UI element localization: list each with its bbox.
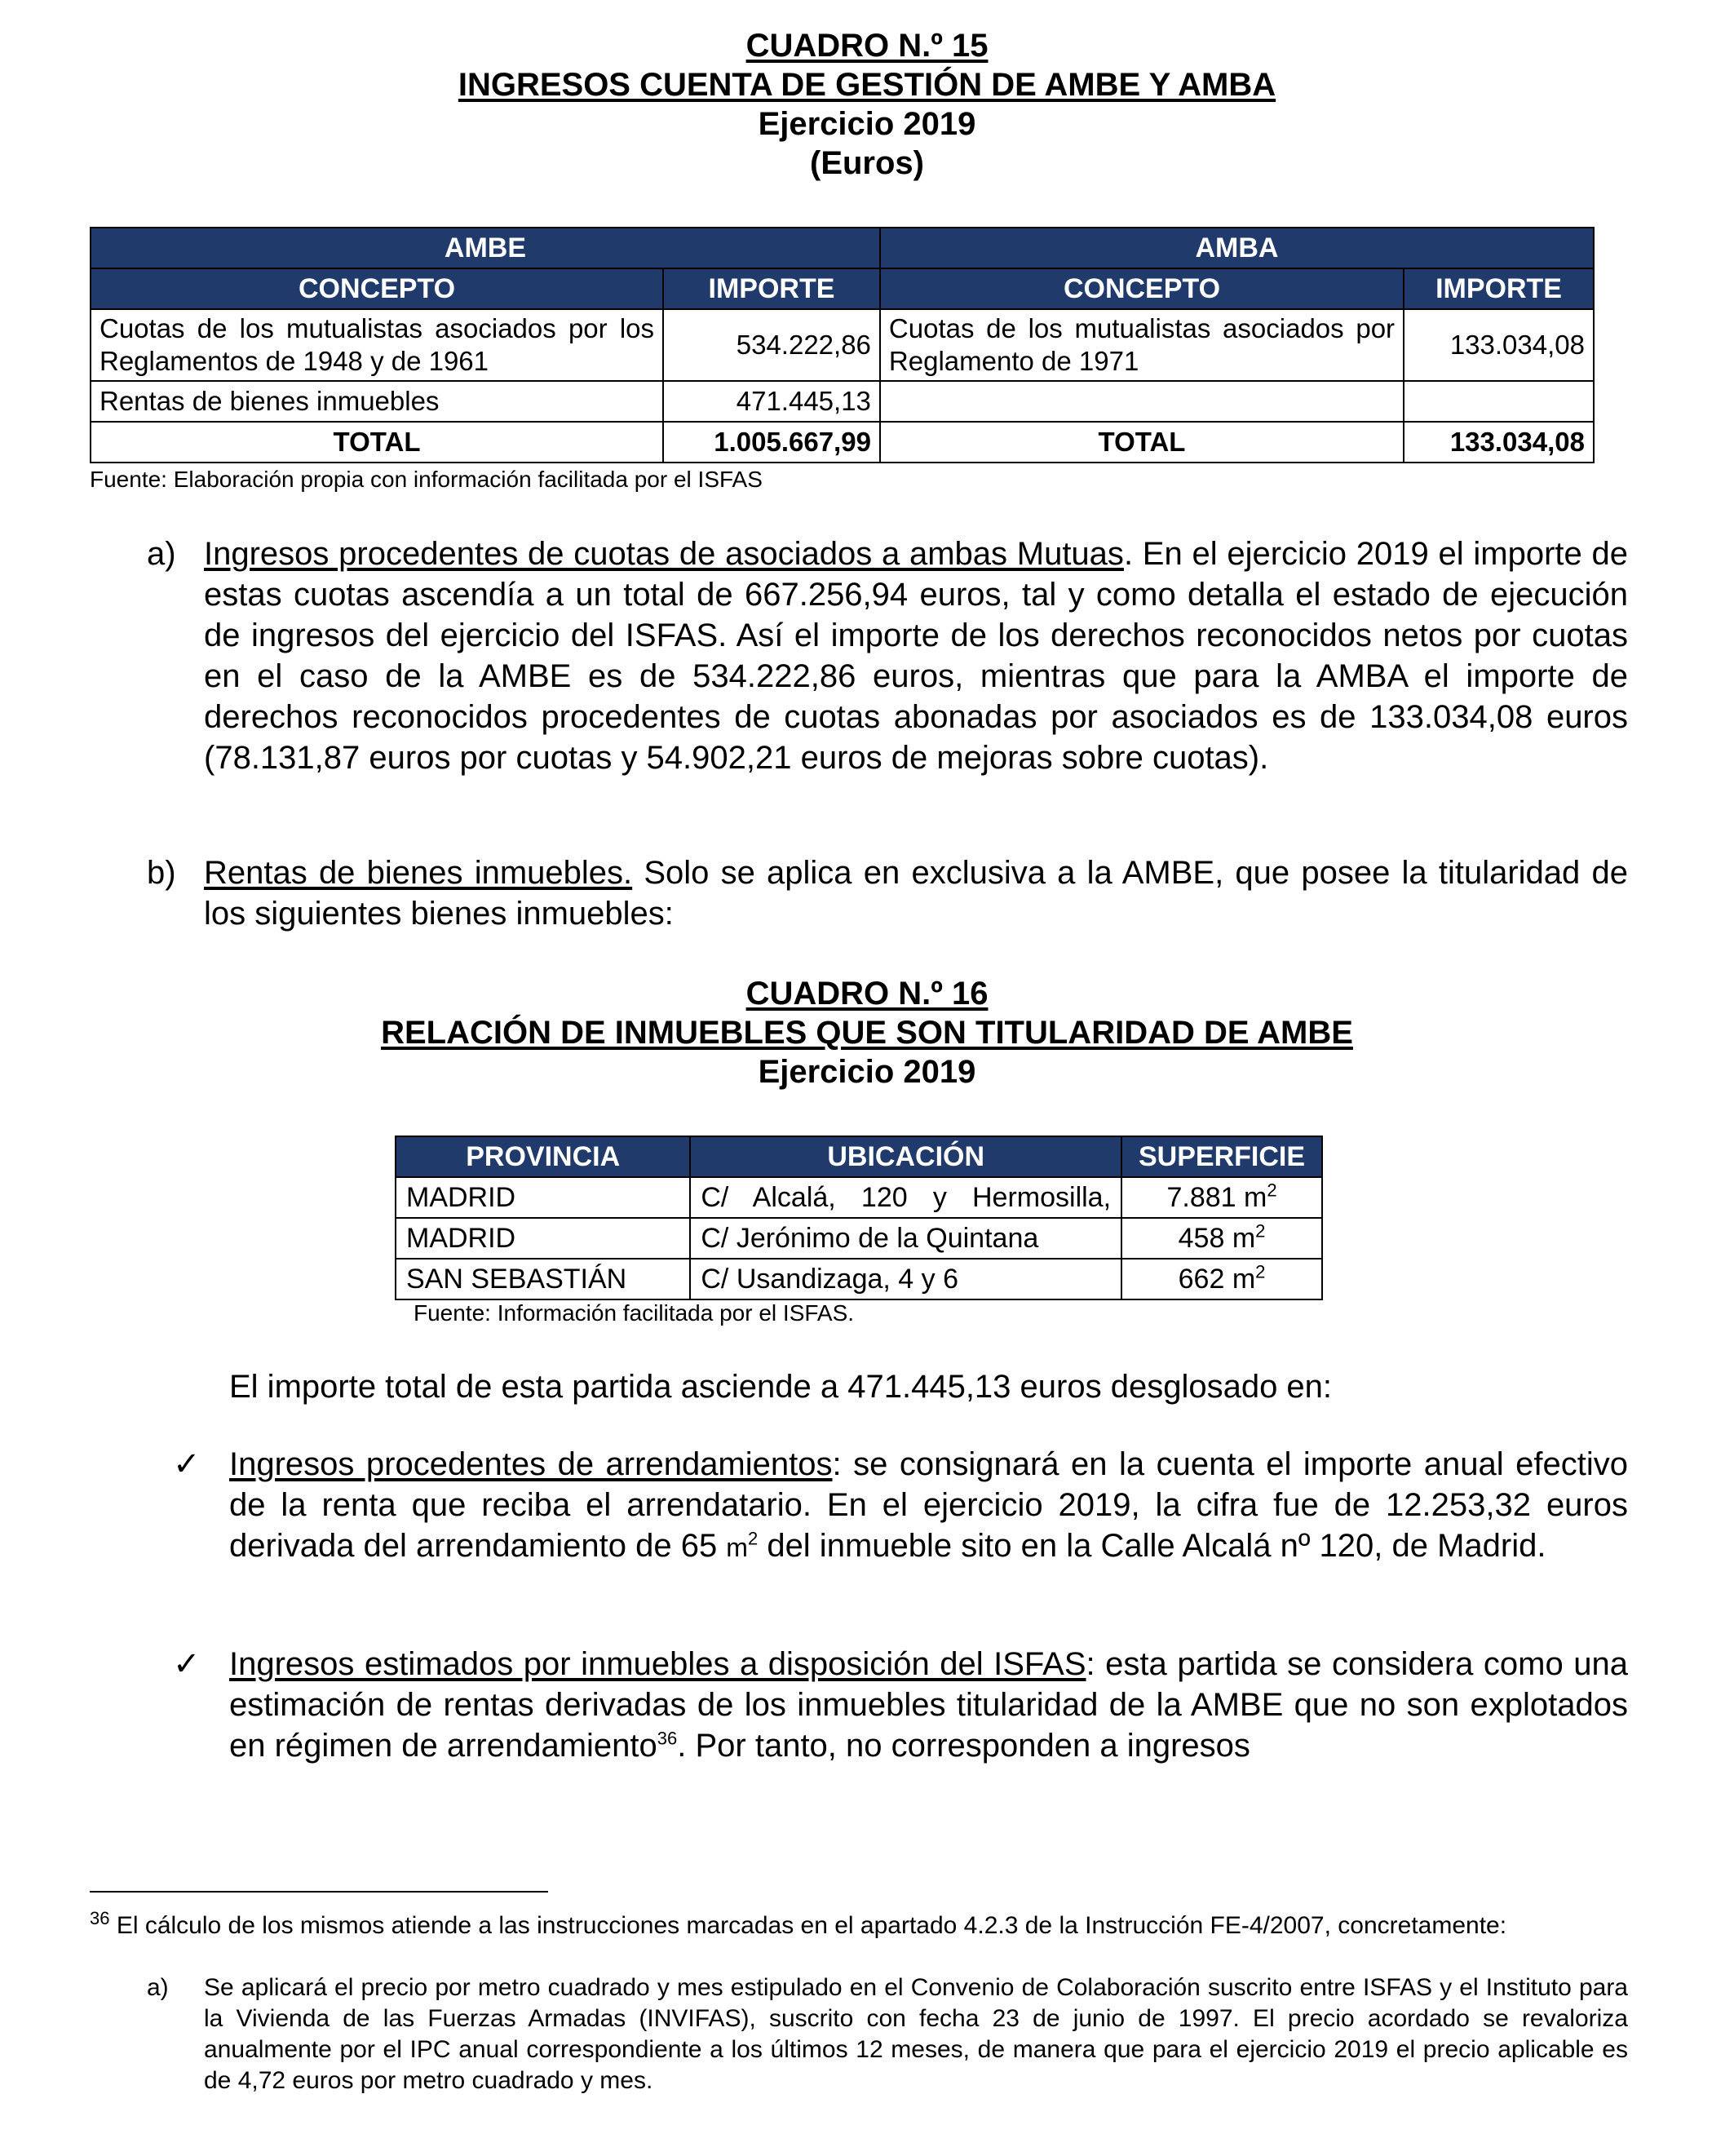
check-icon: ✓: [173, 1446, 201, 1482]
row2-provincia: MADRID: [396, 1218, 690, 1259]
footnote-text: El cálculo de los mismos atiende a las instrucciones marcadas en el apartado 4.2.3 de la Instrucción FE-4/2007, concretamente:: [109, 1912, 1507, 1939]
row3-provincia: SAN SEBASTIÁN: [396, 1259, 690, 1299]
table-row: [91, 309, 1594, 381]
amba-total-value: 133.034,08: [1404, 422, 1594, 463]
amba-row2-empty-value: [1404, 381, 1594, 422]
footnote-divider: [90, 1891, 548, 1893]
para-a-label: a): [147, 536, 176, 572]
check1-text-b: del inmueble sito en la Calle Alcalá nº 120, de Madrid.: [758, 1528, 1546, 1564]
cuadro16-number: CUADRO N.º 16: [745, 976, 989, 1012]
provincia-header: PROVINCIA: [396, 1136, 690, 1177]
cuadro15-source: Fuente: Elaboración propia con información facilitada por el ISFAS: [90, 467, 763, 492]
row3-ubicacion: C/ Usandizaga, 4 y 6: [690, 1259, 1121, 1299]
table-row: [91, 381, 1594, 422]
table-total-row: [91, 422, 1594, 463]
row1-ubicacion: C/ Alcalá, 120 y Hermosilla,: [690, 1177, 1121, 1218]
table-row: [396, 1218, 1322, 1259]
cuadro16-table: [395, 1136, 1323, 1300]
table-row: [396, 1177, 1322, 1218]
row2-superficie-exp: 2: [1255, 1220, 1266, 1242]
cuadro16-year: Ejercicio 2019: [758, 1054, 976, 1090]
row3-superficie-exp: 2: [1255, 1261, 1266, 1282]
para-b: [204, 852, 1628, 934]
para-a-text: . En el ejercicio 2019 el importe de estas cuotas ascendía a un total de 667.256,94 euros, tal y como detalla el estado de ejecución de ingresos del ejercicio del ISFAS. Así el importe de los derechos reconocidos netos por cuotas en el caso de la AMBE es de 534.222,86 euros, mientras que para la AMBA el importe de derechos reconocidos procedentes de cuotas abonadas por asociados es de 133.034,08 euros (78.131,87 euros por cuotas y 54.902,21 euros de mejoras sobre cuotas).: [204, 536, 1628, 776]
check2-text-b: . Por tanto, no corresponden a ingresos: [677, 1728, 1250, 1764]
amba-header: AMBA: [880, 228, 1594, 268]
row3-superficie-value: 662 m: [1178, 1263, 1256, 1295]
check1-unit: m: [726, 1533, 748, 1562]
check1-paragraph: [229, 1444, 1628, 1568]
cuadro15-units: (Euros): [810, 145, 924, 181]
para-a-heading: Ingresos procedentes de cuotas de asociados a ambas Mutuas: [204, 536, 1124, 572]
ambe-total-value: 1.005.667,99: [663, 422, 880, 463]
para-b-label: b): [147, 855, 176, 891]
ambe-importe-header: IMPORTE: [663, 268, 880, 309]
amba-total-label: TOTAL: [880, 422, 1404, 463]
cuadro15-title: INGRESOS CUENTA DE GESTIÓN DE AMBE Y AMBA: [458, 67, 1276, 103]
cuadro15-year: Ejercicio 2019: [758, 106, 976, 142]
check2-heading: Ingresos estimados por inmuebles a disposición del ISFAS: [229, 1646, 1086, 1682]
row1-provincia: MADRID: [396, 1177, 690, 1218]
row1-superficie: [1121, 1177, 1322, 1218]
check2-paragraph: [229, 1644, 1628, 1766]
ambe-row2-concept: Rentas de bienes inmuebles: [91, 381, 663, 422]
para-b-text: Solo se aplica en exclusiva a la AMBE, que posee la titularidad de los siguientes bienes inmuebles:: [204, 855, 1628, 932]
cuadro15-title-block: [0, 26, 1734, 183]
amba-importe-header: IMPORTE: [1404, 268, 1594, 309]
check1-text-a: : se consignará en la cuenta el importe anual efectivo de la renta que reciba el arrendatario. En el ejercicio 2019, la cifra fue de 12.253,32 euros derivada del arrendamiento de 65: [229, 1446, 1628, 1564]
footnote-item-label: a): [147, 1974, 169, 2001]
footnote-item-text: Se aplicará el precio por metro cuadrado y mes estipulado en el Convenio de Colaboración suscrito entre ISFAS y el Instituto para la Vivienda de las Fuerzas Armadas (INVIFAS), suscrito con fecha 23 de junio de 1997. El precio acordado se revaloriza anualmente por el IPC anual correspondiente a los últimos 12 meses, de manera que para el ejercicio 2019 el precio aplicable es de 4,72 euros por metro cuadrado y mes.: [204, 1974, 1628, 2094]
cuadro16-title-block: [0, 974, 1734, 1091]
ambe-row1-value: 534.222,86: [663, 309, 880, 381]
superficie-header: SUPERFICIE: [1121, 1136, 1322, 1177]
ubicacion-header: UBICACIÓN: [690, 1136, 1121, 1177]
amba-row2-empty: [880, 381, 1404, 422]
footnote-number: 36: [90, 1908, 110, 1928]
check1-unit-exp: 2: [747, 1528, 759, 1549]
row2-superficie-value: 458 m: [1178, 1222, 1256, 1254]
amba-concepto-header: CONCEPTO: [880, 268, 1404, 309]
cuadro15-number: CUADRO N.º 15: [745, 28, 989, 64]
row2-superficie: [1121, 1218, 1322, 1259]
amba-row1-value: 133.034,08: [1404, 309, 1594, 381]
row1-superficie-value: 7.881 m: [1166, 1181, 1267, 1213]
cuadro15-table: [90, 227, 1595, 463]
check2-text-a: : esta partida se considera como una estimación de rentas derivadas de los inmuebles titularidad de la AMBE que no son explotados en régimen de arrendamiento: [229, 1646, 1629, 1764]
row1-superficie-exp: 2: [1267, 1180, 1277, 1201]
check-icon: ✓: [173, 1646, 201, 1682]
row2-ubicacion: C/ Jerónimo de la Quintana: [690, 1218, 1121, 1259]
table-row: [396, 1259, 1322, 1299]
cuadro16-title: RELACIÓN DE INMUEBLES QUE SON TITULARIDAD DE AMBE: [381, 1015, 1353, 1051]
ambe-concepto-header: CONCEPTO: [91, 268, 663, 309]
row3-superficie: [1121, 1259, 1322, 1299]
ambe-row2-value: 471.445,13: [663, 381, 880, 422]
footnote-ref: 36: [657, 1728, 678, 1749]
check1-heading: Ingresos procedentes de arrendamientos: [229, 1446, 833, 1482]
footnote-36: [90, 1910, 1628, 1941]
amba-row1-concept: Cuotas de los mutualistas asociados por Reglamento de 1971: [880, 309, 1404, 381]
para-a: [204, 533, 1628, 778]
para-b-heading: Rentas de bienes inmuebles.: [204, 855, 633, 891]
ambe-total-label: TOTAL: [91, 422, 663, 463]
cuadro16-source: Fuente: Información facilitada por el ISFAS.: [414, 1300, 855, 1326]
ambe-header: AMBE: [91, 228, 880, 268]
ambe-row1-concept: Cuotas de los mutualistas asociados por los Reglamentos de 1948 y de 1961: [91, 309, 663, 381]
importe-total-text: El importe total de esta partida asciende a 471.445,13 euros desglosado en:: [229, 1369, 1333, 1405]
